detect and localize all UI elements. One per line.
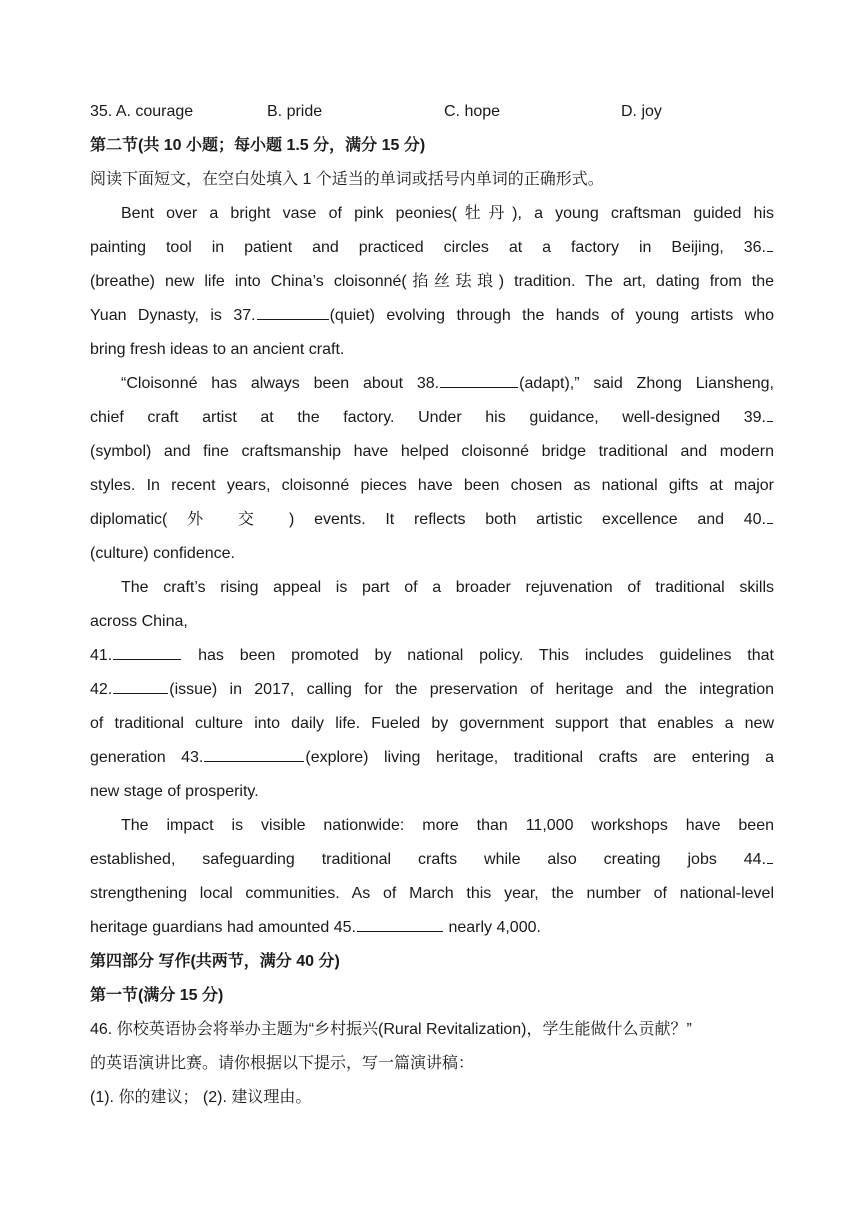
passage-line — [90, 809, 774, 843]
passage-line — [90, 231, 774, 265]
passage-text: 42. — [90, 681, 113, 698]
option-b: B. pride — [267, 103, 323, 120]
passage-text: (adapt),” said Zhong Liansheng, — [519, 375, 775, 392]
blank-45 — [357, 916, 443, 932]
blank-40 — [767, 508, 773, 524]
passage-text: The impact is visible nationwide: more than 11,000 workshops have been — [121, 817, 774, 834]
option-d: D. joy — [621, 103, 662, 120]
passage-text: chief craft artist at the factory. Under his guidance, well-designed 39. — [90, 409, 766, 426]
blank-42 — [113, 678, 168, 694]
passage-text: painting tool in patient and practiced circles at a factory in Beijing, 36. — [90, 239, 766, 256]
passage-line — [90, 911, 774, 945]
passage-line — [90, 707, 774, 741]
passage-line — [90, 605, 774, 639]
passage-text: 41. — [90, 647, 113, 664]
passage-text: has been promoted by national policy. This includes guidelines that — [198, 647, 774, 664]
passage-line — [90, 639, 774, 673]
passage-text: (quiet) evolving through the hands of young artists who — [329, 307, 774, 324]
passage — [90, 197, 774, 945]
passage-line — [90, 333, 774, 367]
passage-text: bring fresh ideas to an ancient craft. — [90, 341, 345, 358]
section2-instruction: 阅读下面短文，在空白处填入 1 个适当的单词或括号内单词的正确形式。 — [90, 171, 604, 188]
passage-text: established, safeguarding traditional crafts while also creating jobs 44. — [90, 851, 766, 868]
exam-page — [90, 95, 774, 1115]
blank-37 — [257, 304, 329, 320]
blank-38 — [440, 372, 518, 388]
passage-text: Yuan Dynasty, is 37. — [90, 307, 256, 324]
section2-heading: 第二节(共 10 小题；每小题 1.5 分，满分 15 分) — [90, 137, 426, 154]
passage-text: (symbol) and fine craftsmanship have helped cloisonné bridge traditional and modern — [90, 443, 774, 460]
option-a: A. courage — [115, 103, 194, 120]
passage-text: diplomatic( 外 交 ) events. It reflects both artistic excellence and 40. — [90, 511, 766, 528]
option-c: C. hope — [444, 103, 501, 120]
passage-text: generation 43. — [90, 749, 204, 766]
passage-text: (explore) living heritage, traditional crafts are entering a — [305, 749, 774, 766]
passage-text: nearly 4,000. — [448, 919, 541, 936]
passage-text: (culture) confidence. — [90, 545, 235, 562]
passage-line — [90, 503, 774, 537]
part4-heading: 第四部分 写作(共两节，满分 40 分) — [90, 953, 340, 970]
passage-line — [90, 367, 774, 401]
passage-line — [90, 877, 774, 911]
question-35-options — [90, 95, 774, 129]
passage-line — [90, 435, 774, 469]
passage-text: (breathe) new life into China’s cloisonné(掐丝珐琅) tradition. The art, dating from the — [90, 273, 774, 290]
passage-line — [90, 537, 774, 571]
passage-line — [90, 401, 774, 435]
passage-line — [90, 741, 774, 775]
q46-line-2: 的英语演讲比赛。请你根据以下提示，写一篇演讲稿： — [90, 1055, 475, 1072]
q35-number: 35. — [90, 103, 113, 120]
passage-text: strengthening local communities. As of March this year, the number of national-level — [90, 885, 774, 902]
blank-41 — [113, 644, 181, 660]
passage-text: Bent over a bright vase of pink peonies(牡丹), a young craftsman guided his — [121, 205, 774, 222]
q35-label — [90, 95, 193, 129]
passage-text: across China, — [90, 613, 188, 630]
passage-line — [90, 571, 774, 605]
passage-line — [90, 843, 774, 877]
passage-text: new stage of prosperity. — [90, 783, 259, 800]
passage-text: “Cloisonné has always been about 38. — [121, 375, 440, 392]
passage-text: heritage guardians had amounted 45. — [90, 919, 356, 936]
passage-line — [90, 197, 774, 231]
passage-line — [90, 775, 774, 809]
part4-section1-heading: 第一节(满分 15 分) — [90, 987, 224, 1004]
passage-text: The craft’s rising appeal is part of a broader rejuvenation of traditional skills — [121, 579, 774, 596]
blank-36 — [767, 236, 773, 252]
blank-44 — [767, 848, 773, 864]
passage-line — [90, 469, 774, 503]
passage-line — [90, 265, 774, 299]
blank-43 — [204, 746, 304, 762]
q46-line-3: (1). 你的建议； (2). 建议理由。 — [90, 1089, 312, 1106]
passage-text: styles. In recent years, cloisonné pieces have been chosen as national gifts at major — [90, 477, 774, 494]
blank-39 — [767, 406, 773, 422]
passage-line — [90, 673, 774, 707]
passage-line — [90, 299, 774, 333]
q46-line-1: 46. 你校英语协会将举办主题为“乡村振兴(Rural Revitalization)，学生能做什么贡献？” — [90, 1021, 692, 1038]
passage-text: of traditional culture into daily life. Fueled by government support that enables a new — [90, 715, 774, 732]
passage-text: (issue) in 2017, calling for the preservation of heritage and the integration — [169, 681, 774, 698]
